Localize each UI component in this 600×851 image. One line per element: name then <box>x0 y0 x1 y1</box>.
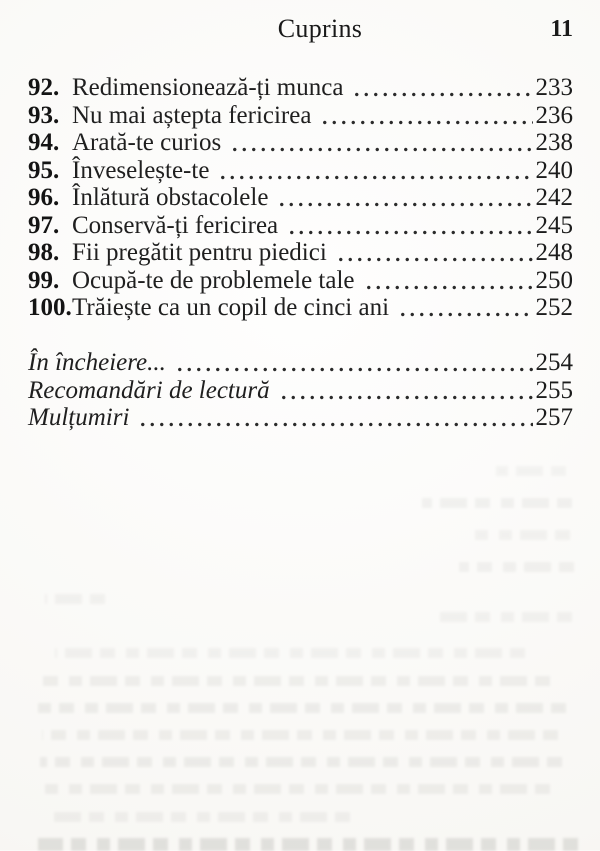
dot-leader <box>216 157 532 185</box>
entry-number: 99. <box>28 266 60 294</box>
toc-row <box>28 294 573 322</box>
toc-row <box>28 267 573 295</box>
toc-row <box>28 212 573 240</box>
entry-title: Arată-te curios <box>72 129 222 156</box>
entry-page: 233 <box>535 74 573 101</box>
entry-number: 96. <box>28 184 60 211</box>
dot-leader <box>318 102 532 130</box>
entry-page: 240 <box>535 156 573 184</box>
entry-page: 242 <box>535 184 573 211</box>
entry-title: Nu mai aștepta fericirea <box>72 101 312 129</box>
entry-title: Mulțumiri <box>28 404 130 431</box>
page-title: Cuprins <box>277 14 363 43</box>
dot-leader <box>334 239 533 267</box>
entry-page: 257 <box>535 404 573 431</box>
dot-leader <box>228 129 532 157</box>
dot-leader <box>173 349 533 377</box>
toc-row <box>28 157 573 185</box>
entry-page: 236 <box>535 101 573 129</box>
entry-number: 95. <box>28 156 60 184</box>
entry-page: 238 <box>535 129 573 156</box>
dot-leader <box>396 294 532 322</box>
entry-title: Fii pregătit pentru piedici <box>72 239 327 266</box>
toc-row <box>28 377 573 405</box>
toc-row <box>28 102 573 130</box>
toc-row <box>28 129 573 157</box>
entry-title: Înveselește-te <box>72 156 210 184</box>
entry-page: 254 <box>535 349 573 376</box>
folio-page-number: 11 <box>550 16 573 42</box>
entry-page: 245 <box>535 211 573 239</box>
toc-row <box>28 404 573 432</box>
entry-title: Conservă-ți fericirea <box>72 211 279 239</box>
entry-number: 100. <box>28 294 72 321</box>
dot-leader <box>362 267 533 295</box>
dot-leader <box>285 212 532 240</box>
toc-row <box>28 349 573 377</box>
dot-leader <box>277 377 533 405</box>
entry-title: Ocupă-te de problemele tale <box>72 266 355 294</box>
entry-page: 250 <box>535 266 573 294</box>
entry-title: În încheiere... <box>28 349 166 376</box>
table-of-contents <box>28 74 573 432</box>
toc-row <box>28 184 573 212</box>
entry-number: 93. <box>28 101 60 129</box>
entry-page: 255 <box>535 376 573 404</box>
entry-title: Trăiește ca un copil de cinci ani <box>72 294 390 321</box>
entry-page: 252 <box>535 294 573 321</box>
entry-title: Înlătură obstacolele <box>72 184 269 211</box>
entry-number: 94. <box>28 129 60 156</box>
entry-title: Redimensionează-ți munca <box>72 74 344 101</box>
entry-number: 98. <box>28 239 60 266</box>
dot-leader <box>136 404 532 432</box>
dot-leader <box>350 74 532 102</box>
dot-leader <box>275 184 532 212</box>
toc-row <box>28 74 573 102</box>
entry-page: 248 <box>535 239 573 266</box>
back-matter-section <box>28 349 573 432</box>
toc-row <box>28 239 573 267</box>
entry-title: Recomandări de lectură <box>28 376 270 404</box>
entry-number: 97. <box>28 211 60 239</box>
page-header <box>0 14 600 44</box>
entry-number: 92. <box>28 74 60 101</box>
